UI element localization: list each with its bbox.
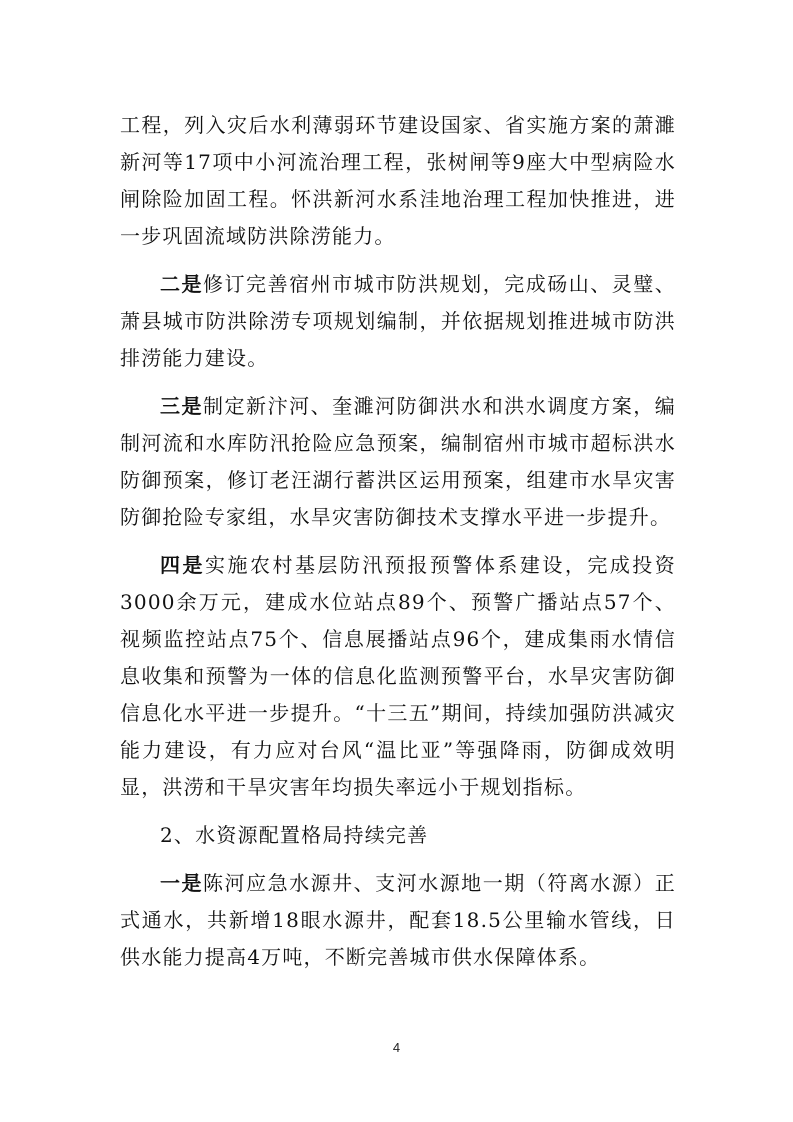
paragraph-text: 陈河应急水源井、支河水源地一期（符离水源）正式通水，共新增18眼水源井，配套18.5公里输水管线，日供水能力提高4万吨，不断完善城市供水保障体系。 — [120, 871, 676, 969]
paragraph-lead: 四是 — [160, 553, 205, 577]
section-heading-text: 2、水资源配置格局持续完善 — [160, 823, 429, 847]
paragraph-text: 制定新汴河、奎濉河防御洪水和洪水调度方案，编制河流和水库防汛抢险应急预案，编制宿州市城市超标洪水防御预案，修订老汪湖行蓄洪区运用预案，组建市水旱灾害防御抢险专家组，水旱灾害防御技术支撑水平进一步提升。 — [120, 394, 676, 529]
paragraph-lead: 二是 — [160, 272, 204, 296]
paragraph-item-two — [120, 266, 676, 377]
paragraph-continuation — [120, 107, 676, 255]
paragraph-lead: 一是 — [160, 871, 204, 895]
body-text — [120, 107, 676, 976]
paragraph-text: 实施农村基层防汛预报预警体系建设，完成投资3000余万元，建成水位站点89个、预警广播站点57个、视频监控站点75个、信息展播站点96个，建成集雨水情信息收集和预警为一体的信息化监测预警平台，水旱灾害防御信息化水平进一步提升。“十三五”期间，持续加强防洪减灾能力建设，有力应对台风“温比亚”等强降雨，防御成效明显，洪涝和干旱灾害年均损失率远小于规划指标。 — [120, 553, 676, 799]
paragraph-lead: 三是 — [160, 394, 204, 418]
page-number: 4 — [392, 1040, 401, 1055]
paragraph-item-four — [120, 547, 676, 806]
paragraph-text: 修订完善宿州市城市防洪规划，完成砀山、灵璧、萧县城市防洪除涝专项规划编制，并依据规划推进城市防洪排涝能力建设。 — [120, 272, 676, 370]
paragraph-item-one — [120, 865, 676, 976]
paragraph-text: 工程，列入灾后水利薄弱环节建设国家、省实施方案的萧濉新河等17项中小河流治理工程，张树闸等9座大中型病险水闸除险加固工程。怀洪新河水系洼地治理工程加快推进，进一步巩固流域防洪除涝能力。 — [120, 113, 676, 248]
paragraph-item-three — [120, 388, 676, 536]
section-heading — [120, 817, 676, 854]
